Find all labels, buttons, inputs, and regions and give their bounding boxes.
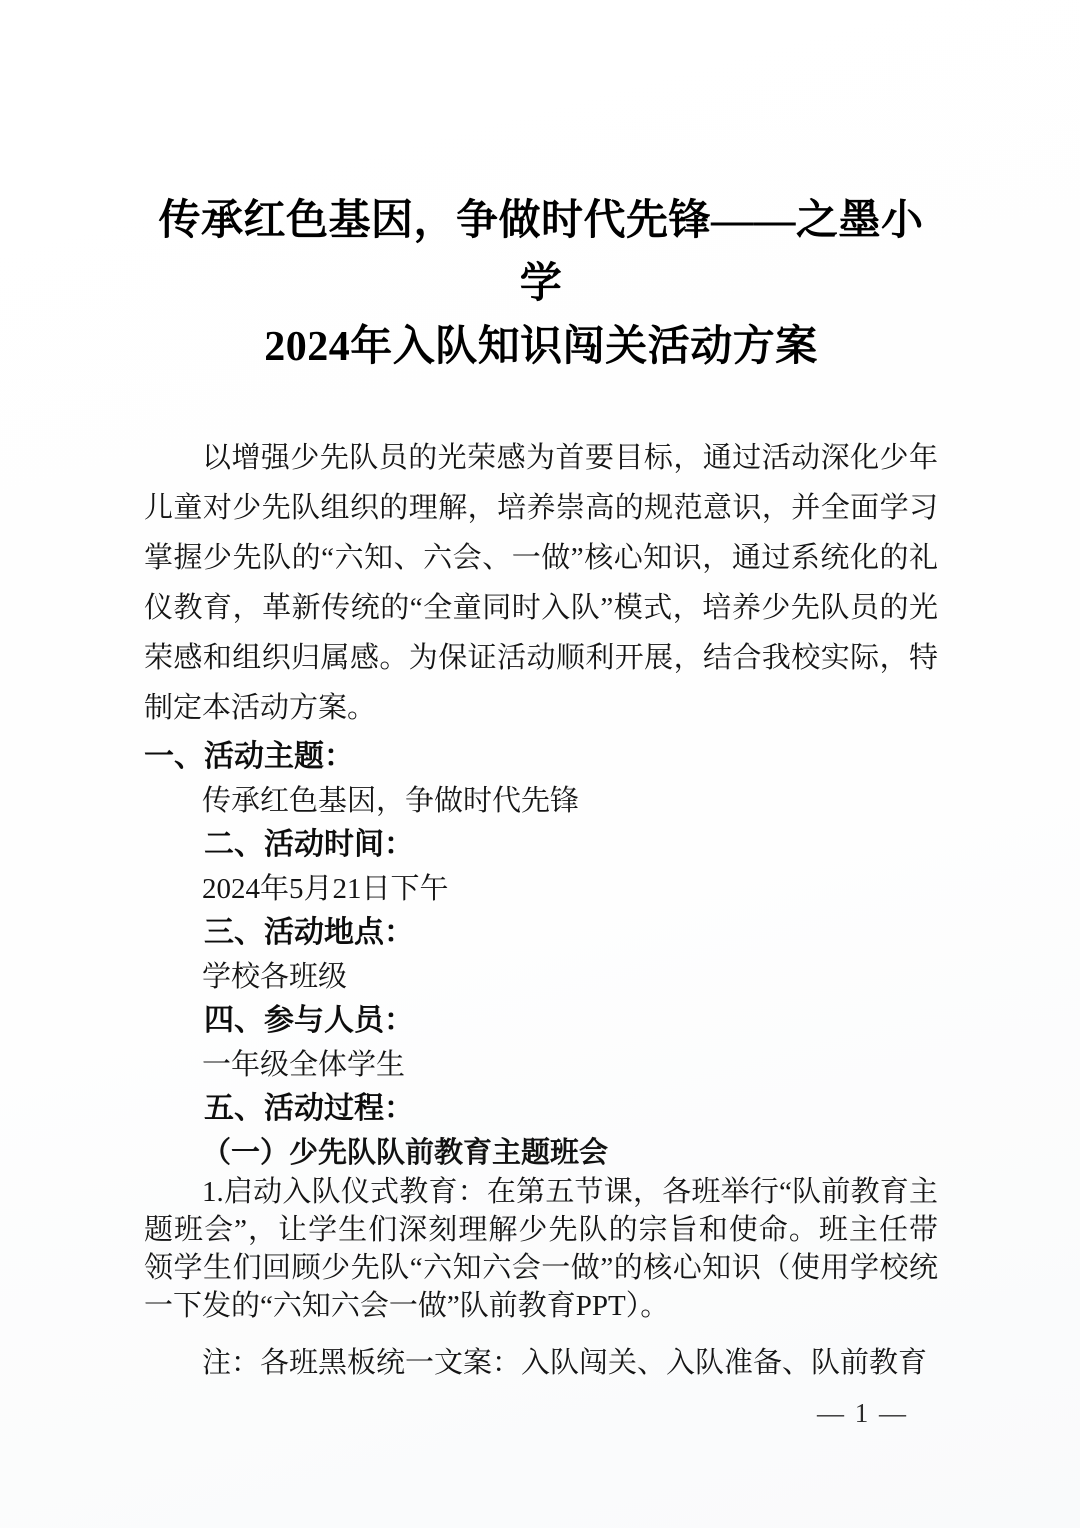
section-value-time: 2024年5月21日下午 [202, 873, 449, 905]
section-heading-process: 五、活动过程： [204, 1092, 414, 1125]
intro-paragraph: 以增强少先队员的光荣感为首要目标，通过活动深化少年儿童对少先队组织的理解，培养崇高的规范意识，并全面学习掌握少先队的“六知、六会、一做”核心知识，通过系统化的礼仪教育，革新传统的“全童同时入队”模式，培养少先队员的光荣感和组织归属感。为保证活动顺利开展，结合我校实际，特制定本活动方案。 [144, 442, 938, 724]
document-content [144, 0, 938, 1383]
page-title-line2: 2024年入队知识闯关活动方案 [264, 324, 818, 370]
subsection-title: （一）少先队队前教育主题班会 [202, 1137, 609, 1169]
section-list [144, 735, 938, 1131]
page-number: — 1 — [817, 1398, 908, 1428]
section-value-theme: 传承红色基因，争做时代先锋 [202, 785, 580, 817]
page-title-line1: 传承红色基因，争做时代先锋——之墨小学 [158, 198, 924, 307]
step1-paragraph: 1.启动入队仪式教育：在第五节课，各班举行“队前教育主题班会”，让学生们深刻理解少先队的宗旨和使命。班主任带领学生们回顾少先队“六知六会一做”的核心知识（使用学校统一下发的“六知六会一做”队前教育PPT）。 [144, 1176, 938, 1322]
section-heading-theme: 一、活动主题： [144, 740, 354, 773]
section-value-participants: 一年级全体学生 [202, 1049, 406, 1081]
section-heading-location: 三、活动地点： [204, 916, 414, 949]
note-line: 注：各班黑板统一文案：入队闯关、入队准备、队前教育 [202, 1347, 928, 1379]
section-heading-time: 二、活动时间： [204, 828, 414, 861]
section-heading-participants: 四、参与人员： [204, 1004, 414, 1037]
page-title [144, 190, 938, 379]
section-value-location: 学校各班级 [202, 961, 348, 993]
